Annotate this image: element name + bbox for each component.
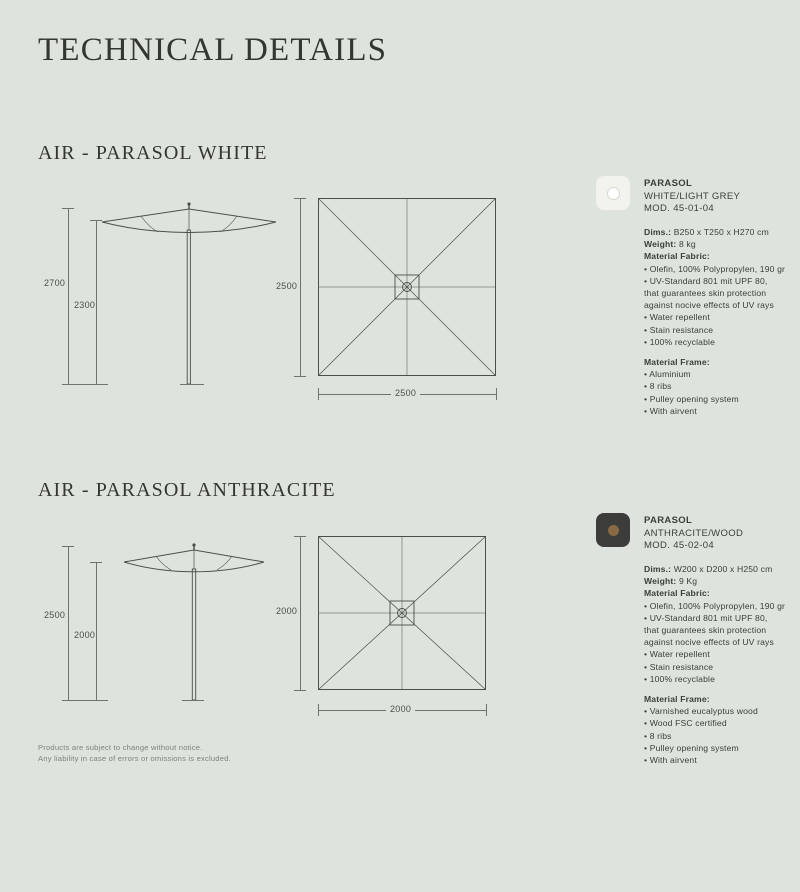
tick-top-anthracite <box>62 546 74 547</box>
tick-plan-left-top-white <box>294 198 306 199</box>
spec-fabric-item: • Water repellent <box>644 312 710 323</box>
dim-height-under-anthracite: 2000 <box>74 630 96 640</box>
dim-line-plan-left-anthracite <box>300 536 301 690</box>
tick-under-anthracite <box>90 562 102 563</box>
spec-weight-value-white: 8 kg <box>678 239 696 250</box>
spec-frame-item: • With airvent <box>644 755 697 766</box>
spec-fabric-item: that guarantees skin protection <box>644 625 767 636</box>
spec-fabric-heading-white: Material Fabric: <box>644 251 710 262</box>
swatch-dot <box>608 188 619 199</box>
tick-plan-left-bottom-anthracite <box>294 690 306 691</box>
spec-fabric-item: that guarantees skin protection <box>644 288 767 299</box>
dim-line-height-total-anthracite <box>68 546 69 700</box>
spec-weight-label-anthracite: Weight: <box>644 576 677 587</box>
dim-height-total-anthracite: 2500 <box>44 610 66 620</box>
spec-fabric-item: • Olefin, 100% Polypropylen, 190 gr <box>644 263 786 274</box>
spec-frame-item: • 8 ribs <box>644 381 672 392</box>
color-swatch-white-icon <box>596 176 630 210</box>
spec-dims-value-anthracite: W200 x D200 x H250 cm <box>673 564 773 574</box>
spec-fabric-item: against nocive effects of UV rays <box>644 300 774 311</box>
dim-line-height-under-anthracite <box>96 562 97 700</box>
tick-plan-bottom-left-white <box>318 388 319 400</box>
page-title: TECHNICAL DETAILS <box>38 32 388 68</box>
tick-top-white <box>62 208 74 209</box>
dim-plan-side-bottom-white: 2500 <box>391 388 420 398</box>
dim-line-plan-left-white <box>300 198 301 376</box>
spec-weight-value-anthracite: 9 Kg <box>678 576 698 587</box>
spec-frame-item: • Pulley opening system <box>644 393 739 404</box>
spec-fabric-item: • Stain resistance <box>644 324 714 335</box>
spec-frame-item: • Aluminium <box>644 369 691 380</box>
tick-plan-left-bottom-white <box>294 376 306 377</box>
spec-dims-label-white: Dims.: <box>644 227 672 237</box>
dim-height-under-white: 2300 <box>74 300 96 310</box>
spec-color-white: WHITE/LIGHT GREY <box>644 190 741 202</box>
spec-model-anthracite: MOD. 45-02-04 <box>644 540 715 551</box>
dim-plan-side-left-anthracite: 2000 <box>276 606 298 616</box>
tick-plan-bottom-left-anthracite <box>318 704 319 716</box>
section-title-white: AIR - PARASOL WHITE <box>38 142 268 164</box>
spec-fabric-item: • Olefin, 100% Polypropylen, 190 gr <box>644 600 786 611</box>
spec-weight-label-white: Weight: <box>644 239 677 250</box>
spec-frame-item: • Wood FSC certified <box>644 718 727 729</box>
footnote <box>38 742 231 764</box>
spec-fabric-item: • Water repellent <box>644 649 710 660</box>
spec-color-anthracite: ANTHRACITE/WOOD <box>644 527 744 539</box>
tick-plan-left-top-anthracite <box>294 536 306 537</box>
spec-frame-item: • With airvent <box>644 405 697 416</box>
spec-frame-heading-anthracite: Material Frame: <box>644 694 710 705</box>
spec-fabric-item: • 100% recyclable <box>644 336 716 347</box>
dim-plan-side-bottom-anthracite: 2000 <box>386 704 415 714</box>
ground-line-white <box>180 384 204 385</box>
tick-plan-bottom-right-white <box>496 388 497 400</box>
spec-name-white: PARASOL <box>644 178 693 189</box>
spec-name-anthracite: PARASOL <box>644 515 693 526</box>
spec-fabric-item: • UV-Standard 801 mit UPF 80, <box>644 612 768 623</box>
spec-fabric-item: • Stain resistance <box>644 661 714 672</box>
spec-dims-label-anthracite: Dims.: <box>644 564 672 574</box>
swatch-dot <box>608 525 619 536</box>
tick-ground-anthracite <box>62 700 108 701</box>
spec-fabric-heading-anthracite: Material Fabric: <box>644 588 710 599</box>
dim-plan-side-left-white: 2500 <box>276 281 298 291</box>
dim-height-total-white: 2700 <box>44 278 66 288</box>
dim-line-height-total-white <box>68 208 69 384</box>
footnote-line-2: Any liability in case of errors or omissions is excluded. <box>38 754 231 763</box>
spec-fabric-item: against nocive effects of UV rays <box>644 637 774 648</box>
section-title-anthracite: AIR - PARASOL ANTHRACITE <box>38 479 336 501</box>
spec-frame-item: • Varnished eucalyptus wood <box>644 706 758 717</box>
spec-frame-item: • Pulley opening system <box>644 742 739 753</box>
spec-dims-value-white: B250 x T250 x H270 cm <box>673 227 769 237</box>
spec-frame-item: • 8 ribs <box>644 730 672 741</box>
ground-line-anthracite <box>182 700 204 701</box>
spec-frame-heading-white: Material Frame: <box>644 357 710 368</box>
tick-plan-bottom-right-anthracite <box>486 704 487 716</box>
footnote-line-1: Products are subject to change without notice. <box>38 743 203 752</box>
spec-model-white: MOD. 45-01-04 <box>644 203 715 214</box>
spec-fabric-item: • 100% recyclable <box>644 673 716 684</box>
spec-fabric-item: • UV-Standard 801 mit UPF 80, <box>644 275 768 286</box>
color-swatch-anthracite-icon <box>596 513 630 547</box>
